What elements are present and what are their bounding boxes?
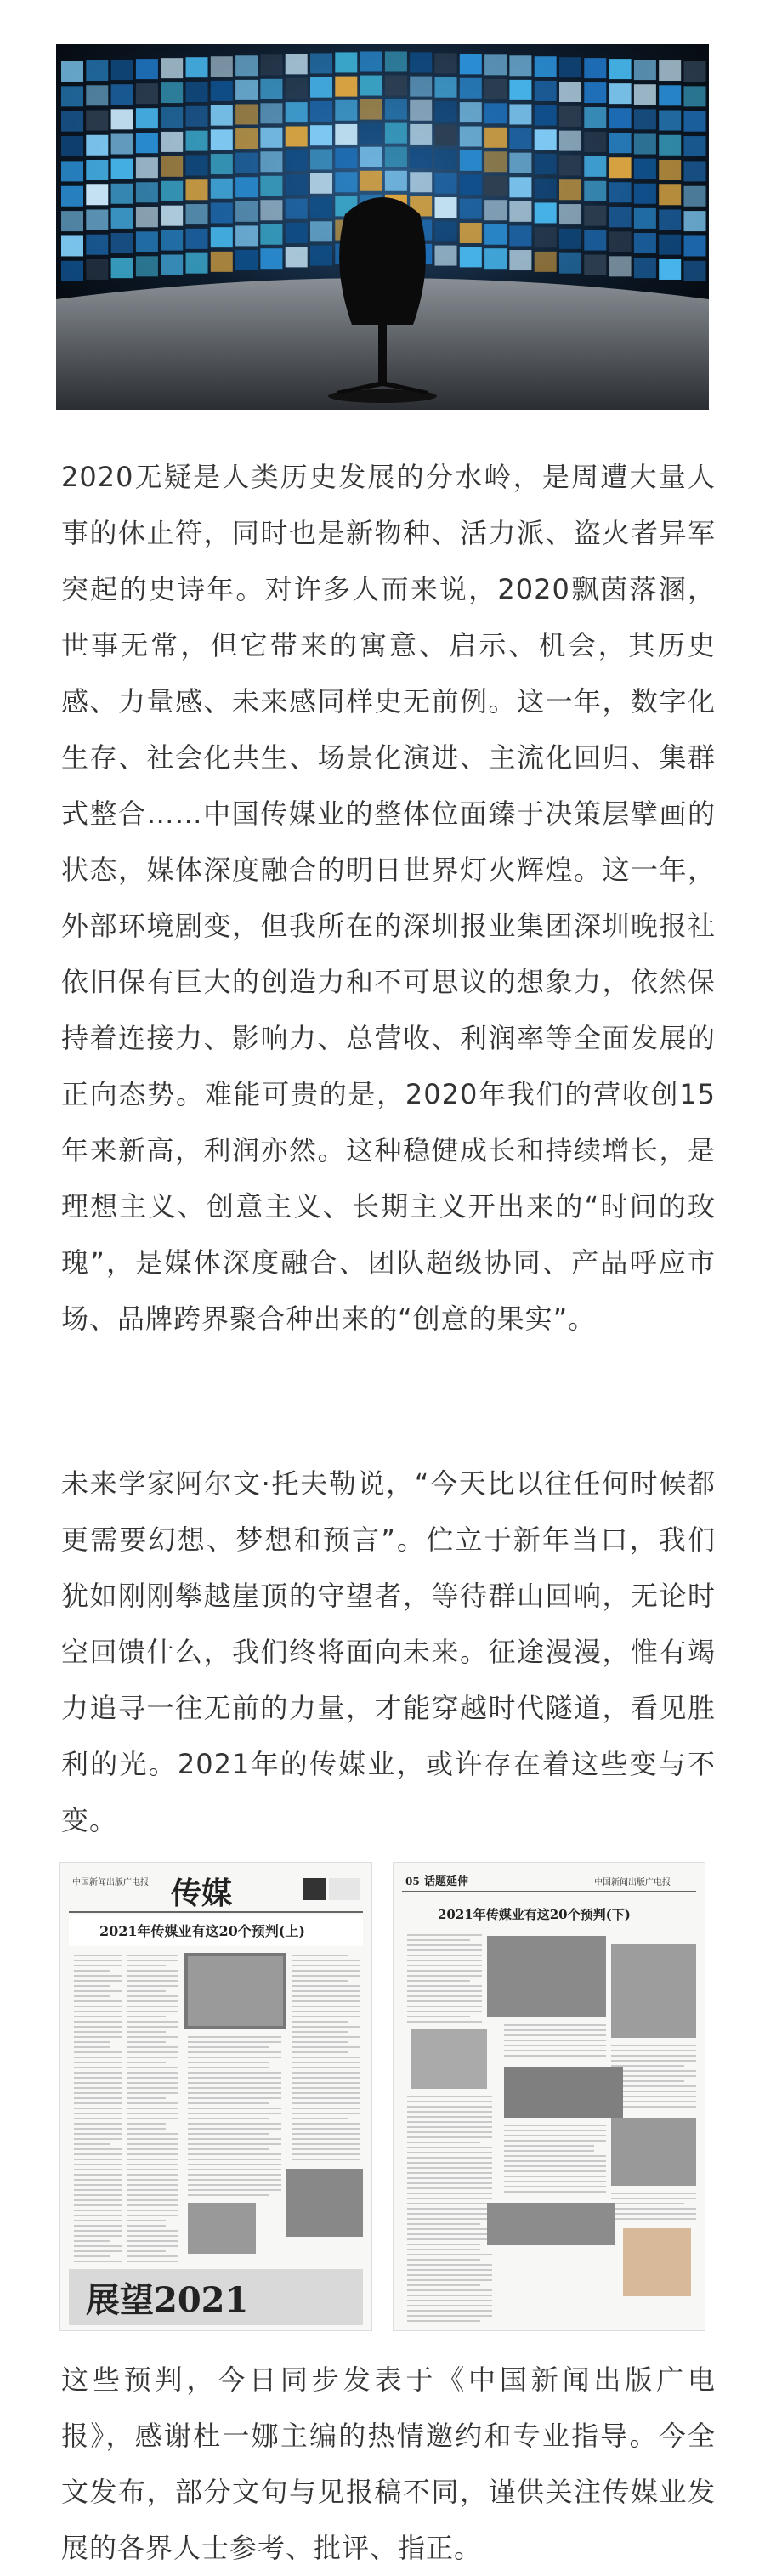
section-number-right: 05 bbox=[405, 1875, 420, 1887]
newspaper-page-right bbox=[393, 1862, 706, 2331]
headline-left: 2021年传媒业有这20个预判(上) bbox=[99, 1923, 305, 1939]
headline-right: 2021年传媒业有这20个预判(下) bbox=[438, 1907, 631, 1922]
article-paragraph-1: 2020无疑是人类历史发展的分水岭，是周遭大量人事的休止符，同时也是新物种、活力派、盗火者异军突起的史诗年。对许多人而来说，2020飘茵落溷，世事无常，但它带来的寓意、启示、机会，其历史感、力量感、未来感同样史无前例。这一年，数字化生存、社会化共生、场景化演进、主流化回归、集群式整合……中国传媒业的整体位面臻于决策层擘画的状态，媒体深度融合的明日世界灯火辉煌。这一年，外部环境剧变，但我所在的深圳报业集团深圳晚报社依旧保有巨大的创造力和不可思议的想象力，依然保持着连接力、影响力、总营收、利润率等全面发展的正向态势。难能可贵的是，2020年我们的营收创15年来新高，利润亦然。这种稳健成长和持续增长，是理想主义、创意主义、长期主义开出来的“时间的玫瑰”，是媒体深度融合、团队超级协同、产品呼应市场、品牌跨界聚合种出来的“创意的果实”。 bbox=[61, 461, 716, 1335]
newspaper-page-left bbox=[60, 1862, 372, 2331]
section-title-left: 传媒 bbox=[171, 1875, 233, 1911]
section-title-right: 话题延伸 bbox=[424, 1875, 469, 1888]
monitor-wall-illustration bbox=[56, 44, 709, 410]
article-paragraph-3: 这些预判，今日同步发表于《中国新闻出版广电报》，感谢杜一娜主编的热情邀约和专业指导。今全文发布，部分文句与见报稿不同，谨供关注传媒业发展的各界人士参考、批评、指正。 bbox=[61, 2363, 716, 2564]
masthead-left: 中国新闻出版广电报 bbox=[72, 1878, 149, 1887]
article-paragraph-2: 未来学家阿尔文·托夫勒说，“今天比以往任何时候都更需要幻想、梦想和预言”。伫立于新年当口，我们犹如刚刚攀越崖顶的守望者，等待群山回响，无论时空回馈什么，我们终将面向未来。征途漫漫，惟有竭力追寻一往无前的力量，才能穿越时代隧道，看见胜利的光。2021年的传媒业，或许存在着这些变与不变。 bbox=[61, 1467, 716, 1836]
masthead-right: 中国新闻出版广电报 bbox=[594, 1878, 671, 1887]
footer-banner-left: 展望2021 bbox=[86, 2280, 249, 2320]
hero-image bbox=[56, 44, 709, 410]
cartoon-figure-icon bbox=[623, 2228, 691, 2296]
qr-code-icon bbox=[303, 1878, 326, 1900]
